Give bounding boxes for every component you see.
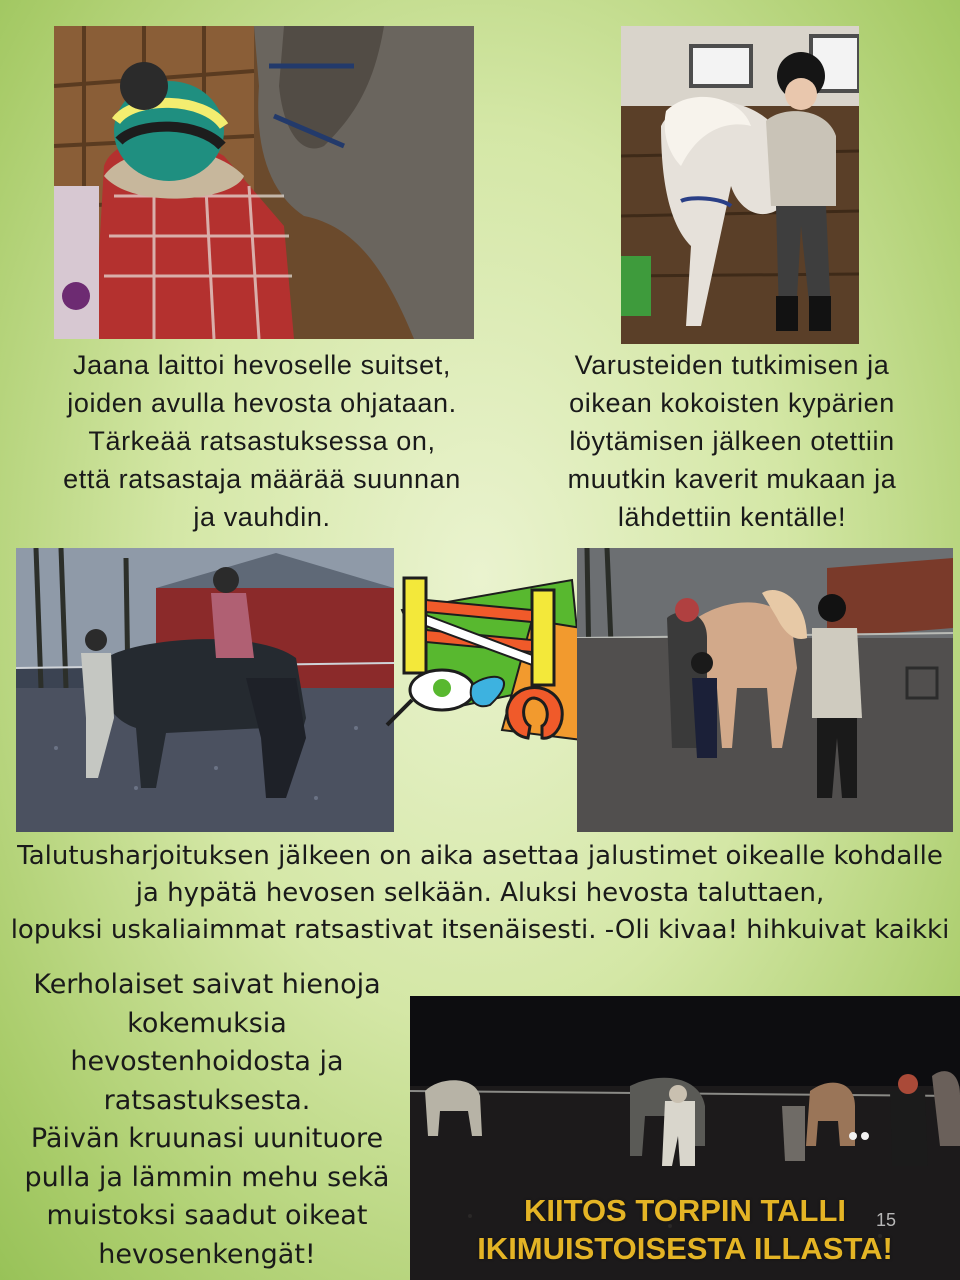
caption-summary: Kerholaiset saivat hienoja kokemuksia hevostenhoidosta ja ratsastuksesta. Päivän kruunasi uunituore pulla ja lämmin mehu sekä muistoksi saadut oikeat hevosenkengät!	[24, 969, 390, 1270]
page-number: 15	[876, 1210, 897, 1230]
caption-riding-practice: Talutusharjoituksen jälkeen on aika asettaa jalustimet oikealle kohdalle ja hypätä hevosen selkään. Aluksi hevosta taluttaen, lopuksi uskaliaimmat ratsastivat itsenäisesti. -Oli kivaa! hihkuivat kaikki	[10, 841, 950, 945]
photo-pony-children-arena	[577, 548, 953, 832]
clipart-jump-horseshoe	[382, 560, 594, 755]
caption-bridling: Jaana laittoi hevoselle suitset, joiden avulla hevosta ohjataan. Tärkeää ratsastuksessa on, että ratsastaja määrää suunnan ja vauhdin.	[63, 350, 461, 532]
caption-equipment: Varusteiden tutkimisen ja oikean kokoisten kypärien löytämisen jälkeen otettiin muutkin kaverit mukaan ja lähdettiin kentälle!	[567, 350, 897, 532]
photo-bridling-horse	[54, 26, 474, 339]
photo-arena-red-barn	[16, 548, 394, 832]
photo-girl-white-pony	[621, 26, 859, 344]
thanks-banner: KIITOS TORPIN TALLI IKIMUISTOISESTA ILLASTA!	[477, 1193, 893, 1266]
